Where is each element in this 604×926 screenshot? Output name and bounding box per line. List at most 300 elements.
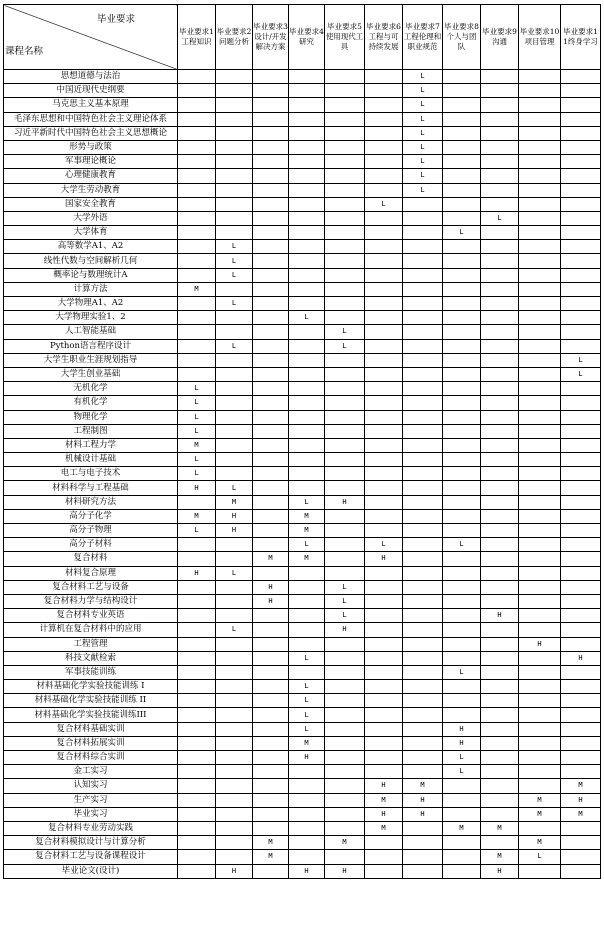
requirement-level-cell: M xyxy=(289,524,325,538)
requirement-level-cell xyxy=(365,70,403,84)
requirement-level-cell xyxy=(443,367,481,381)
requirement-level-cell xyxy=(443,495,481,509)
requirement-level-cell xyxy=(289,268,325,282)
requirement-level-cell xyxy=(216,70,253,84)
requirement-level-cell xyxy=(403,722,443,736)
requirement-level-cell: M xyxy=(289,552,325,566)
requirement-level-cell: H xyxy=(481,864,519,878)
requirement-level-cell xyxy=(253,98,289,112)
requirement-level-cell xyxy=(481,708,519,722)
requirement-level-cell xyxy=(365,637,403,651)
corner-label-requirements: 毕业要求 xyxy=(96,14,135,25)
requirement-level-cell: H xyxy=(403,793,443,807)
requirement-level-cell xyxy=(178,722,216,736)
requirement-level-cell xyxy=(325,509,365,523)
requirement-level-cell xyxy=(481,651,519,665)
table-row xyxy=(4,552,601,566)
requirement-level-cell xyxy=(253,240,289,254)
requirement-level-cell: H xyxy=(365,807,403,821)
requirement-level-cell: L xyxy=(178,396,216,410)
course-name-cell: 材料研究方法 xyxy=(4,495,178,509)
requirement-level-cell xyxy=(443,694,481,708)
requirement-level-cell: L xyxy=(519,850,561,864)
requirement-level-cell xyxy=(519,566,561,580)
requirement-level-cell xyxy=(519,609,561,623)
requirement-level-cell: L xyxy=(443,538,481,552)
requirement-level-cell xyxy=(481,566,519,580)
requirement-level-cell xyxy=(403,410,443,424)
requirement-level-cell xyxy=(403,509,443,523)
requirement-level-cell xyxy=(253,694,289,708)
requirement-level-cell xyxy=(443,311,481,325)
course-name-cell: Python语言程序设计 xyxy=(4,339,178,353)
requirement-level-cell xyxy=(253,438,289,452)
requirement-level-cell xyxy=(481,594,519,608)
requirement-level-cell xyxy=(443,240,481,254)
requirement-level-cell xyxy=(519,694,561,708)
requirement-level-cell xyxy=(481,736,519,750)
requirement-level-cell: L xyxy=(365,538,403,552)
requirement-level-cell xyxy=(403,311,443,325)
requirement-level-cell xyxy=(216,708,253,722)
course-name-cell: 大学外语 xyxy=(4,211,178,225)
requirement-level-cell xyxy=(365,453,403,467)
table-row xyxy=(4,609,601,623)
requirement-level-cell xyxy=(443,353,481,367)
requirement-level-cell xyxy=(519,84,561,98)
requirement-level-cell: L xyxy=(178,467,216,481)
requirement-level-cell: L xyxy=(289,694,325,708)
requirement-level-cell xyxy=(253,382,289,396)
requirement-level-cell: L xyxy=(561,367,601,381)
requirement-level-cell xyxy=(253,722,289,736)
requirement-level-cell xyxy=(365,481,403,495)
requirement-level-cell xyxy=(519,821,561,835)
requirement-level-cell: L xyxy=(443,765,481,779)
course-name-cell: 机械设计基础 xyxy=(4,453,178,467)
course-name-cell: 工程管理 xyxy=(4,637,178,651)
requirement-level-cell xyxy=(519,765,561,779)
requirement-level-cell xyxy=(519,509,561,523)
requirement-level-cell xyxy=(403,736,443,750)
requirement-level-cell xyxy=(365,623,403,637)
course-name-cell: 材料基础化学实验技能训练III xyxy=(4,708,178,722)
requirement-level-cell: M xyxy=(403,779,443,793)
requirement-level-cell: L xyxy=(216,268,253,282)
table-row xyxy=(4,183,601,197)
table-row xyxy=(4,779,601,793)
requirement-level-cell xyxy=(178,495,216,509)
requirement-level-cell xyxy=(561,665,601,679)
table-row xyxy=(4,240,601,254)
requirement-level-cell xyxy=(365,580,403,594)
requirement-level-cell xyxy=(519,382,561,396)
requirement-level-cell xyxy=(443,509,481,523)
requirement-level-cell xyxy=(481,623,519,637)
requirement-level-cell xyxy=(325,680,365,694)
table-row xyxy=(4,268,601,282)
requirement-level-cell xyxy=(365,211,403,225)
requirement-level-cell xyxy=(481,339,519,353)
requirement-level-cell xyxy=(365,594,403,608)
requirement-level-cell xyxy=(481,396,519,410)
requirement-level-cell xyxy=(216,112,253,126)
requirement-level-cell xyxy=(561,481,601,495)
requirement-level-cell xyxy=(481,240,519,254)
table-row xyxy=(4,495,601,509)
requirement-level-cell xyxy=(253,353,289,367)
requirement-level-cell xyxy=(289,140,325,154)
requirement-level-cell xyxy=(481,70,519,84)
requirement-level-cell xyxy=(216,282,253,296)
requirement-level-cell xyxy=(325,367,365,381)
requirement-level-cell xyxy=(561,112,601,126)
requirement-level-cell xyxy=(253,70,289,84)
requirement-level-cell xyxy=(289,367,325,381)
requirement-level-cell xyxy=(216,155,253,169)
requirement-level-cell xyxy=(519,282,561,296)
requirement-level-cell xyxy=(178,268,216,282)
course-name-cell: 大学生创业基础 xyxy=(4,367,178,381)
requirement-level-cell xyxy=(253,169,289,183)
table-row xyxy=(4,594,601,608)
table-row xyxy=(4,765,601,779)
requirement-level-cell xyxy=(216,211,253,225)
table-row xyxy=(4,623,601,637)
course-name-cell: 大学生职业生涯规划指导 xyxy=(4,353,178,367)
requirement-level-cell xyxy=(253,424,289,438)
requirement-level-cell xyxy=(519,396,561,410)
requirement-level-cell xyxy=(178,864,216,878)
requirement-level-cell xyxy=(253,396,289,410)
requirement-level-cell xyxy=(519,140,561,154)
requirement-level-cell xyxy=(519,410,561,424)
requirement-header: 毕业要求3设计/开发解决方案 xyxy=(253,5,289,70)
requirement-level-cell xyxy=(561,155,601,169)
requirement-header: 毕业要求8个人与团队 xyxy=(443,5,481,70)
requirement-level-cell: M xyxy=(289,736,325,750)
requirement-level-cell xyxy=(519,708,561,722)
requirement-level-cell xyxy=(481,438,519,452)
requirement-level-cell xyxy=(403,864,443,878)
requirement-level-cell xyxy=(325,268,365,282)
requirement-level-cell: L xyxy=(216,240,253,254)
requirement-level-cell xyxy=(289,566,325,580)
requirement-level-cell xyxy=(403,211,443,225)
requirement-level-cell xyxy=(561,580,601,594)
requirement-level-cell xyxy=(519,268,561,282)
requirement-level-cell xyxy=(403,609,443,623)
requirement-level-cell xyxy=(481,495,519,509)
requirement-level-cell xyxy=(403,637,443,651)
requirement-level-cell xyxy=(216,98,253,112)
course-name-cell: 中国近现代史纲要 xyxy=(4,84,178,98)
requirement-level-cell xyxy=(519,183,561,197)
requirement-level-cell xyxy=(443,637,481,651)
course-name-cell: 复合材料基础实训 xyxy=(4,722,178,736)
requirement-level-cell xyxy=(253,453,289,467)
requirement-level-cell xyxy=(325,311,365,325)
requirement-level-cell xyxy=(519,254,561,268)
course-name-cell: 复合材料模拟设计与计算分析 xyxy=(4,836,178,850)
requirement-level-cell xyxy=(403,694,443,708)
requirement-level-cell xyxy=(325,807,365,821)
requirement-level-cell xyxy=(443,467,481,481)
requirement-level-cell xyxy=(216,367,253,381)
requirement-level-cell xyxy=(178,538,216,552)
requirement-level-cell xyxy=(253,481,289,495)
requirement-level-cell xyxy=(481,467,519,481)
requirement-level-cell xyxy=(443,793,481,807)
requirement-level-cell xyxy=(481,254,519,268)
requirement-level-cell xyxy=(289,396,325,410)
requirement-level-cell xyxy=(403,680,443,694)
requirement-level-cell xyxy=(519,126,561,140)
requirement-level-cell xyxy=(561,722,601,736)
table-row xyxy=(4,353,601,367)
requirement-level-cell: L xyxy=(403,169,443,183)
requirement-level-cell xyxy=(289,481,325,495)
requirement-level-cell xyxy=(216,665,253,679)
course-name-cell: 毕业论文(设计) xyxy=(4,864,178,878)
requirement-level-cell xyxy=(253,467,289,481)
requirement-level-cell xyxy=(481,126,519,140)
requirement-level-cell xyxy=(253,708,289,722)
requirement-level-cell xyxy=(253,736,289,750)
requirement-level-cell: L xyxy=(325,594,365,608)
requirement-level-cell xyxy=(365,367,403,381)
requirement-level-cell xyxy=(289,353,325,367)
table-row xyxy=(4,736,601,750)
requirement-level-cell xyxy=(403,297,443,311)
requirement-level-cell xyxy=(289,836,325,850)
requirement-level-cell xyxy=(481,169,519,183)
requirement-level-cell xyxy=(289,467,325,481)
requirement-level-cell xyxy=(325,169,365,183)
requirement-level-cell xyxy=(561,126,601,140)
requirement-level-cell: L xyxy=(365,197,403,211)
requirement-level-cell: M xyxy=(519,807,561,821)
requirement-level-cell xyxy=(216,609,253,623)
requirement-level-cell xyxy=(365,140,403,154)
requirement-level-cell xyxy=(481,665,519,679)
requirement-level-cell xyxy=(481,807,519,821)
requirement-level-cell xyxy=(443,197,481,211)
requirement-level-cell xyxy=(253,651,289,665)
requirement-level-cell xyxy=(481,524,519,538)
requirement-level-cell: M xyxy=(481,850,519,864)
course-name-cell: 复合材料工艺与设备 xyxy=(4,580,178,594)
requirement-level-cell xyxy=(365,240,403,254)
requirement-level-cell xyxy=(253,538,289,552)
requirement-level-cell xyxy=(178,197,216,211)
requirement-level-cell xyxy=(178,708,216,722)
requirement-level-cell xyxy=(519,339,561,353)
requirement-level-cell xyxy=(519,594,561,608)
requirement-level-cell xyxy=(365,495,403,509)
requirement-level-cell xyxy=(443,651,481,665)
requirement-level-cell xyxy=(365,126,403,140)
course-name-cell: 科技文献检索 xyxy=(4,651,178,665)
requirement-level-cell xyxy=(403,467,443,481)
requirement-level-cell xyxy=(325,396,365,410)
requirement-level-cell xyxy=(253,226,289,240)
table-row xyxy=(4,325,601,339)
requirement-level-cell xyxy=(561,84,601,98)
requirement-level-cell xyxy=(443,779,481,793)
requirement-level-cell xyxy=(519,353,561,367)
course-name-cell: 复合材料力学与结构设计 xyxy=(4,594,178,608)
requirement-level-cell: L xyxy=(403,98,443,112)
requirement-level-cell xyxy=(325,211,365,225)
requirement-header: 毕业要求7工程伦理和职业规范 xyxy=(403,5,443,70)
course-name-cell: 大学物理A1、A2 xyxy=(4,297,178,311)
requirement-level-cell xyxy=(325,297,365,311)
table-row xyxy=(4,821,601,835)
requirement-level-cell xyxy=(253,680,289,694)
requirement-level-cell: H xyxy=(289,751,325,765)
requirement-level-cell xyxy=(178,126,216,140)
requirement-level-cell xyxy=(561,282,601,296)
course-name-cell: 高分子材料 xyxy=(4,538,178,552)
requirement-header: 毕业要求2问题分析 xyxy=(216,5,253,70)
requirement-level-cell xyxy=(481,424,519,438)
requirement-level-cell xyxy=(403,254,443,268)
table-body xyxy=(4,70,601,879)
requirement-level-cell: M xyxy=(519,793,561,807)
requirement-level-cell xyxy=(289,325,325,339)
requirement-level-cell xyxy=(365,268,403,282)
requirement-level-cell xyxy=(481,353,519,367)
requirement-level-cell: L xyxy=(403,140,443,154)
requirement-level-cell xyxy=(178,580,216,594)
requirement-level-cell xyxy=(561,396,601,410)
requirement-level-cell xyxy=(178,183,216,197)
requirement-level-cell xyxy=(325,112,365,126)
requirement-level-cell xyxy=(365,864,403,878)
requirement-level-cell xyxy=(561,821,601,835)
requirement-level-cell xyxy=(289,623,325,637)
course-name-cell: 人工智能基础 xyxy=(4,325,178,339)
table-row xyxy=(4,112,601,126)
requirement-level-cell xyxy=(443,98,481,112)
requirement-level-cell xyxy=(289,594,325,608)
requirement-level-cell: L xyxy=(443,751,481,765)
requirement-level-cell xyxy=(325,751,365,765)
requirement-level-cell xyxy=(289,297,325,311)
requirement-level-cell xyxy=(481,197,519,211)
requirement-level-cell xyxy=(519,240,561,254)
requirement-level-cell xyxy=(365,438,403,452)
table-row xyxy=(4,98,601,112)
course-name-cell: 马克思主义基本原理 xyxy=(4,98,178,112)
requirement-level-cell xyxy=(561,495,601,509)
requirement-level-cell xyxy=(365,566,403,580)
requirement-level-cell xyxy=(325,438,365,452)
requirement-level-cell xyxy=(178,609,216,623)
requirement-level-cell xyxy=(178,226,216,240)
requirement-level-cell xyxy=(325,850,365,864)
requirement-level-cell xyxy=(253,864,289,878)
course-name-cell: 金工实习 xyxy=(4,765,178,779)
requirement-level-cell xyxy=(519,453,561,467)
requirement-level-cell: H xyxy=(289,864,325,878)
requirement-level-cell xyxy=(178,98,216,112)
requirement-level-cell xyxy=(403,438,443,452)
requirement-level-cell xyxy=(561,98,601,112)
requirement-level-cell xyxy=(403,708,443,722)
requirement-level-cell xyxy=(365,665,403,679)
requirement-level-cell xyxy=(365,424,403,438)
table-row xyxy=(4,864,601,878)
table-row xyxy=(4,453,601,467)
requirement-level-cell xyxy=(253,211,289,225)
requirement-level-cell xyxy=(481,367,519,381)
requirement-level-cell xyxy=(481,453,519,467)
requirement-level-cell xyxy=(216,140,253,154)
course-name-cell: 无机化学 xyxy=(4,382,178,396)
requirement-level-cell xyxy=(178,793,216,807)
requirement-level-cell: L xyxy=(216,481,253,495)
requirement-level-cell: L xyxy=(178,453,216,467)
requirement-level-cell xyxy=(178,169,216,183)
table-row xyxy=(4,467,601,481)
requirement-level-cell xyxy=(325,524,365,538)
requirement-level-cell xyxy=(519,112,561,126)
requirement-level-cell xyxy=(253,112,289,126)
course-name-cell: 大学体育 xyxy=(4,226,178,240)
requirement-level-cell xyxy=(325,282,365,296)
requirement-level-cell xyxy=(325,736,365,750)
requirement-level-cell xyxy=(403,580,443,594)
requirement-level-cell xyxy=(481,410,519,424)
requirement-level-cell xyxy=(561,240,601,254)
requirement-level-cell xyxy=(443,850,481,864)
requirement-level-cell xyxy=(443,424,481,438)
requirement-level-cell xyxy=(365,651,403,665)
requirement-level-cell xyxy=(403,524,443,538)
requirement-level-cell xyxy=(325,552,365,566)
requirement-level-cell xyxy=(216,779,253,793)
requirement-header: 毕业要求11终身学习 xyxy=(561,5,601,70)
requirement-level-cell xyxy=(481,680,519,694)
requirement-level-cell xyxy=(403,850,443,864)
requirement-level-cell xyxy=(403,282,443,296)
requirement-level-cell xyxy=(325,793,365,807)
requirement-level-cell xyxy=(216,410,253,424)
requirement-level-cell xyxy=(443,481,481,495)
requirement-level-cell xyxy=(325,126,365,140)
requirement-level-cell xyxy=(289,84,325,98)
requirement-level-cell xyxy=(443,84,481,98)
course-name-cell: 毛泽东思想和中国特色社会主义理论体系 xyxy=(4,112,178,126)
requirement-level-cell xyxy=(289,183,325,197)
requirement-level-cell xyxy=(289,580,325,594)
requirement-level-cell xyxy=(481,183,519,197)
requirement-level-cell: L xyxy=(325,339,365,353)
requirement-level-cell xyxy=(403,552,443,566)
requirement-level-cell xyxy=(253,311,289,325)
requirement-level-cell xyxy=(561,708,601,722)
requirement-level-cell xyxy=(178,240,216,254)
requirement-level-cell: M xyxy=(519,836,561,850)
requirement-level-cell xyxy=(561,736,601,750)
requirement-level-cell xyxy=(403,197,443,211)
requirement-level-cell xyxy=(403,821,443,835)
requirement-level-cell xyxy=(443,708,481,722)
requirement-level-cell xyxy=(403,495,443,509)
requirement-level-cell xyxy=(253,140,289,154)
